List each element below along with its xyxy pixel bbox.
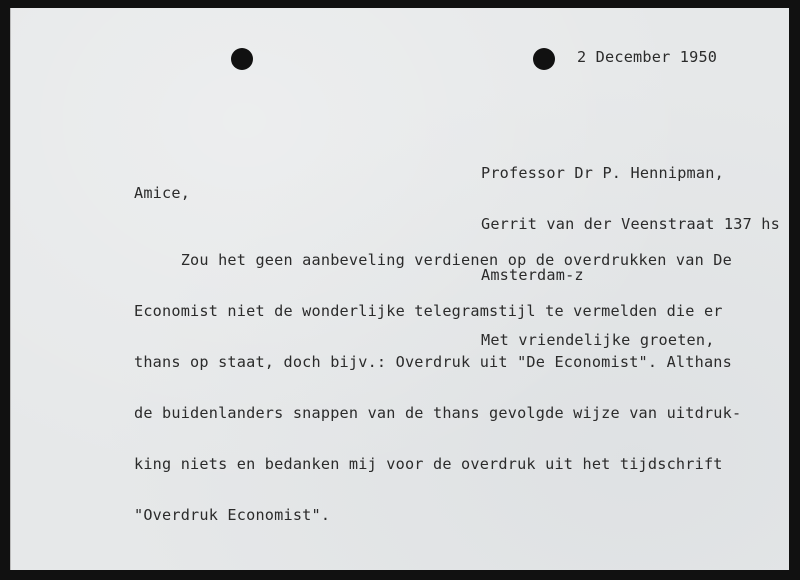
body-line: de buidenlanders snappen van de thans gevolgde wijze van uitdruk- xyxy=(134,404,742,422)
letter-body xyxy=(134,218,741,558)
punch-hole-left xyxy=(231,48,253,70)
body-line: Zou het geen aanbeveling verdienen op de overdrukken van De xyxy=(134,251,732,269)
closing: Met vriendelijke groeten, xyxy=(481,331,715,349)
recipient-street: Gerrit van der Veenstraat 137 hs xyxy=(481,215,780,233)
body-line: "Overdruk Economist". xyxy=(134,506,331,524)
salutation: Amice, xyxy=(134,184,191,202)
body-line: Economist niet de wonderlijke telegramstijl te vermelden die er xyxy=(134,302,723,320)
punch-hole-right xyxy=(533,48,555,70)
body-line: king niets en bedanken mij voor de overdruk uit het tijdschrift xyxy=(134,455,723,473)
letter-date: 2 December 1950 xyxy=(577,48,718,66)
recipient-name: Professor Dr P. Hennipman, xyxy=(481,164,724,182)
recipient-city: Amsterdam-z xyxy=(481,266,584,284)
letter-sheet xyxy=(10,8,789,570)
body-line: thans op staat, doch bijv.: Overdruk uit "De Economist". Althans xyxy=(134,353,732,371)
